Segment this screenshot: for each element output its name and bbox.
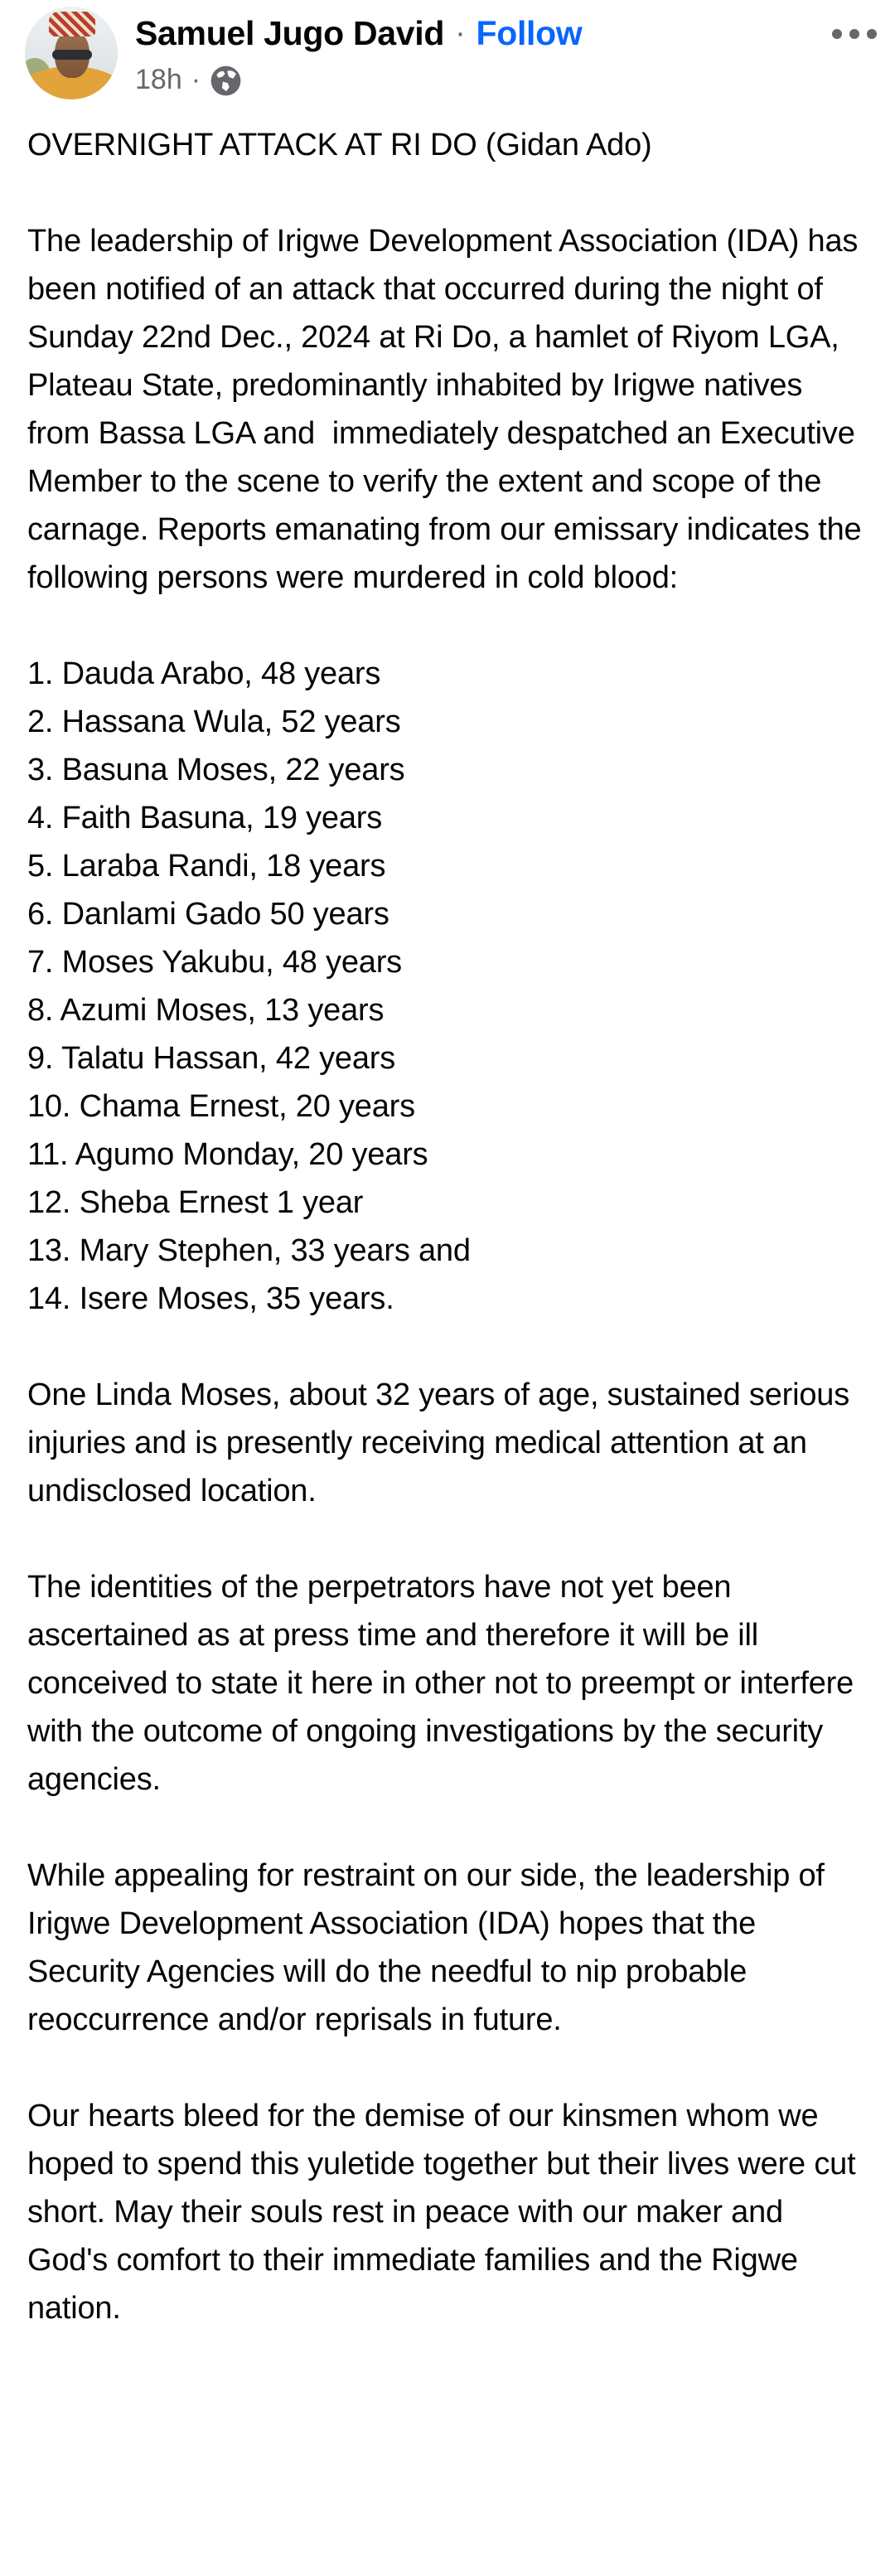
follow-button[interactable]: Follow [476,14,583,52]
post-header [0,0,895,109]
victim-list-item: 13. Mary Stephen, 33 years and [27,1233,471,1268]
name-follow-separator: · [455,16,466,51]
victim-list-item: 7. Moses Yakubu, 48 years [27,945,402,980]
post-paragraph-condolence: Our hearts bleed for the demise of our kinsmen whom we hoped to spend this yuletide together but their lives were cut short. May their souls rest in peace with our maker and God's comfort to their immediate families and the Rigwe nation. [27,2099,864,2326]
post-body [27,121,868,2332]
victim-list [27,650,868,1323]
post-meta-row [135,61,242,98]
victim-list-item: 9. Talatu Hassan, 42 years [27,1041,396,1076]
victim-list-item: 3. Basuna Moses, 22 years [27,753,405,787]
victim-list-item: 11. Agumo Monday, 20 years [27,1137,428,1172]
victim-list-item: 5. Laraba Randi, 18 years [27,849,386,884]
post-paragraph-perpetrators: The identities of the perpetrators have not yet been ascertained as at press time and therefore it will be ill conceived to state it here in other not to preempt or interfere with the outcome of ongoing investigations by the security agencies. [27,1570,863,1797]
victim-list-item: 2. Hassana Wula, 52 years [27,705,401,739]
victim-list-item: 1. Dauda Arabo, 48 years [27,656,381,691]
avatar-art-cap [49,12,95,36]
post-paragraph-intro: The leadership of Irigwe Development Association (IDA) has been notified of an attack that occurred during the night of Sunday 22nd Dec., 2024 at Ri Do, a hamlet of Riyom LGA, Plateau State, predominantly inhabited by Irigwe natives from Bassa LGA and immediately despatched an Executive Member to the scene to verify the extent and scope of the carnage. Reports emanating from our emissary indicates the following persons were murdered in cold blood: [27,224,870,595]
author-row [135,13,582,53]
victim-list-item: 6. Danlami Gado 50 years [27,897,389,932]
avatar-art-sunglasses [52,50,92,60]
victim-list-item: 4. Faith Basuna, 19 years [27,801,383,835]
ellipsis-dot [849,29,859,39]
globe-public-icon [210,65,242,97]
profile-avatar[interactable] [25,7,118,99]
timestamp[interactable]: 18h [135,64,182,95]
ellipsis-dot [867,29,877,39]
victim-list-item: 12. Sheba Ernest 1 year [27,1185,364,1220]
victim-list-item: 8. Azumi Moses, 13 years [27,993,385,1028]
victim-list-item: 10. Chama Ernest, 20 years [27,1089,415,1124]
post-title: OVERNIGHT ATTACK AT RI DO (Gidan Ado) [27,128,652,162]
author-name[interactable]: Samuel Jugo David [135,14,445,52]
victim-list-item: 14. Isere Moses, 35 years. [27,1281,394,1316]
post-paragraph-injured: One Linda Moses, about 32 years of age, sustained serious injuries and is presently receiving medical attention at an undisclosed location. [27,1378,859,1508]
more-options-button[interactable] [832,22,877,46]
ellipsis-dot [832,29,842,39]
meta-separator: · [191,64,201,95]
post-paragraph-appeal: While appealing for restraint on our side, the leadership of Irigwe Development Association (IDA) hopes that the Security Agencies will do the needful to nip probable reoccurrence and/or reprisals in future. [27,1858,834,2037]
